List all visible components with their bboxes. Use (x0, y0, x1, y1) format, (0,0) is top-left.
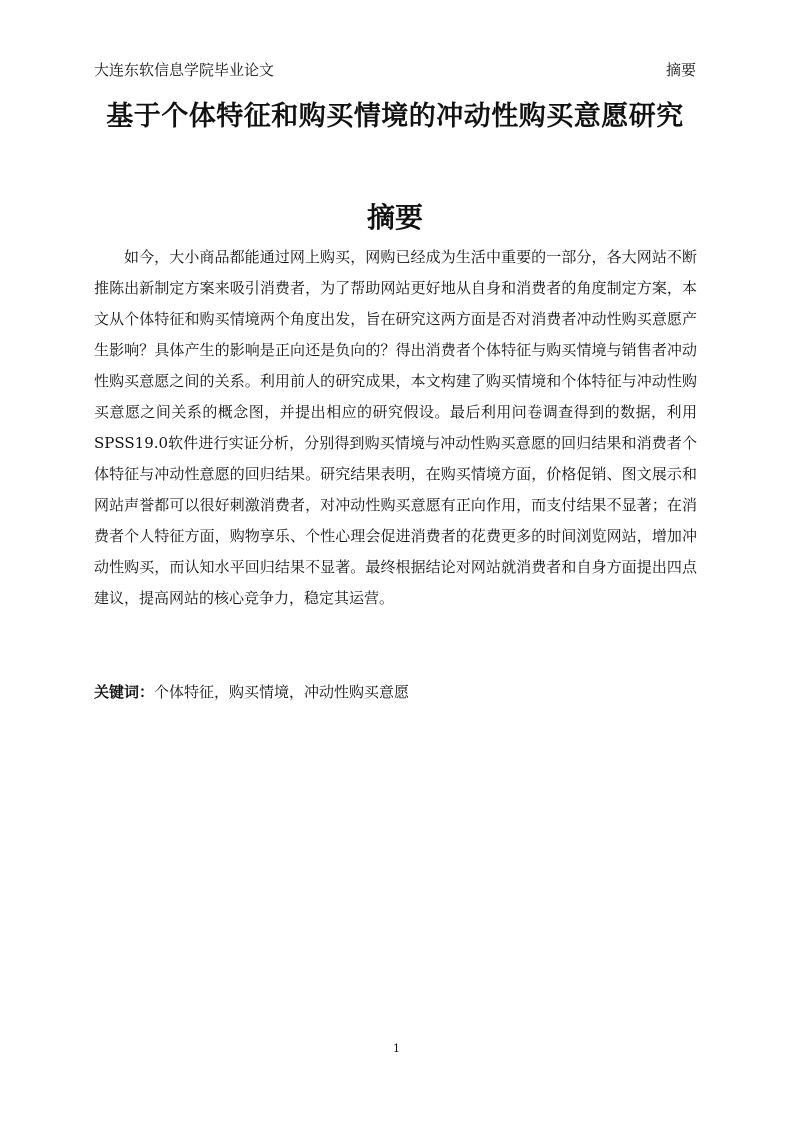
thesis-title: 基于个体特征和购买情境的冲动性购买意愿研究 (106, 101, 684, 132)
keywords-line (94, 680, 697, 704)
page-header (94, 58, 696, 83)
keywords-label: 关键词： (94, 683, 155, 701)
header-section-name: 摘要 (665, 61, 696, 79)
header-school-thesis: 大连东软信息学院毕业论文 (94, 61, 275, 79)
page-number: 1 (393, 1042, 400, 1055)
abstract-heading: 摘要 (366, 201, 423, 234)
keywords-value: 个体特征，购买情境，冲动性购买意愿 (154, 683, 410, 701)
abstract-paragraph: 如今，大小商品都能通过网上购买，网购已经成为生活中重要的一部分，各大网站不断推陈出新制定方案来吸引消费者，为了帮助网站更好地从自身和消费者的角度制定方案，本文从个体特征和购买情境两个角度出发，旨在研究这两方面是否对消费者冲动性购买意愿产生影响？具体产生的影响是正向还是负向的？得出消费者个体特征与购买情境与销售者冲动性购买意愿之间的关系。利用前人的研究成果，本文构建了购买情境和个体特征与冲动性购买意愿之间关系的概念图，并提出相应的研究假设。最后利用问卷调查得到的数据，利用SPSS19.0软件进行实证分析，分别得到购买情境与冲动性购买意愿的回归结果和消费者个体特征与冲动性意愿的回归结果。研究结果表明，在购买情境方面，价格促销、图文展示和网站声誉都可以很好刺激消费者，对冲动性购买意愿有正向作用，而支付结果不显著；在消费者个人特征方面，购物享乐、个性心理会促进消费者的花费更多的时间浏览网站，增加冲动性购买，而认知水平回归结果不显著。最终根据结论对网站就消费者和自身方面提出四点建议，提高网站的核心竞争力，稳定其运营。 (94, 248, 697, 607)
